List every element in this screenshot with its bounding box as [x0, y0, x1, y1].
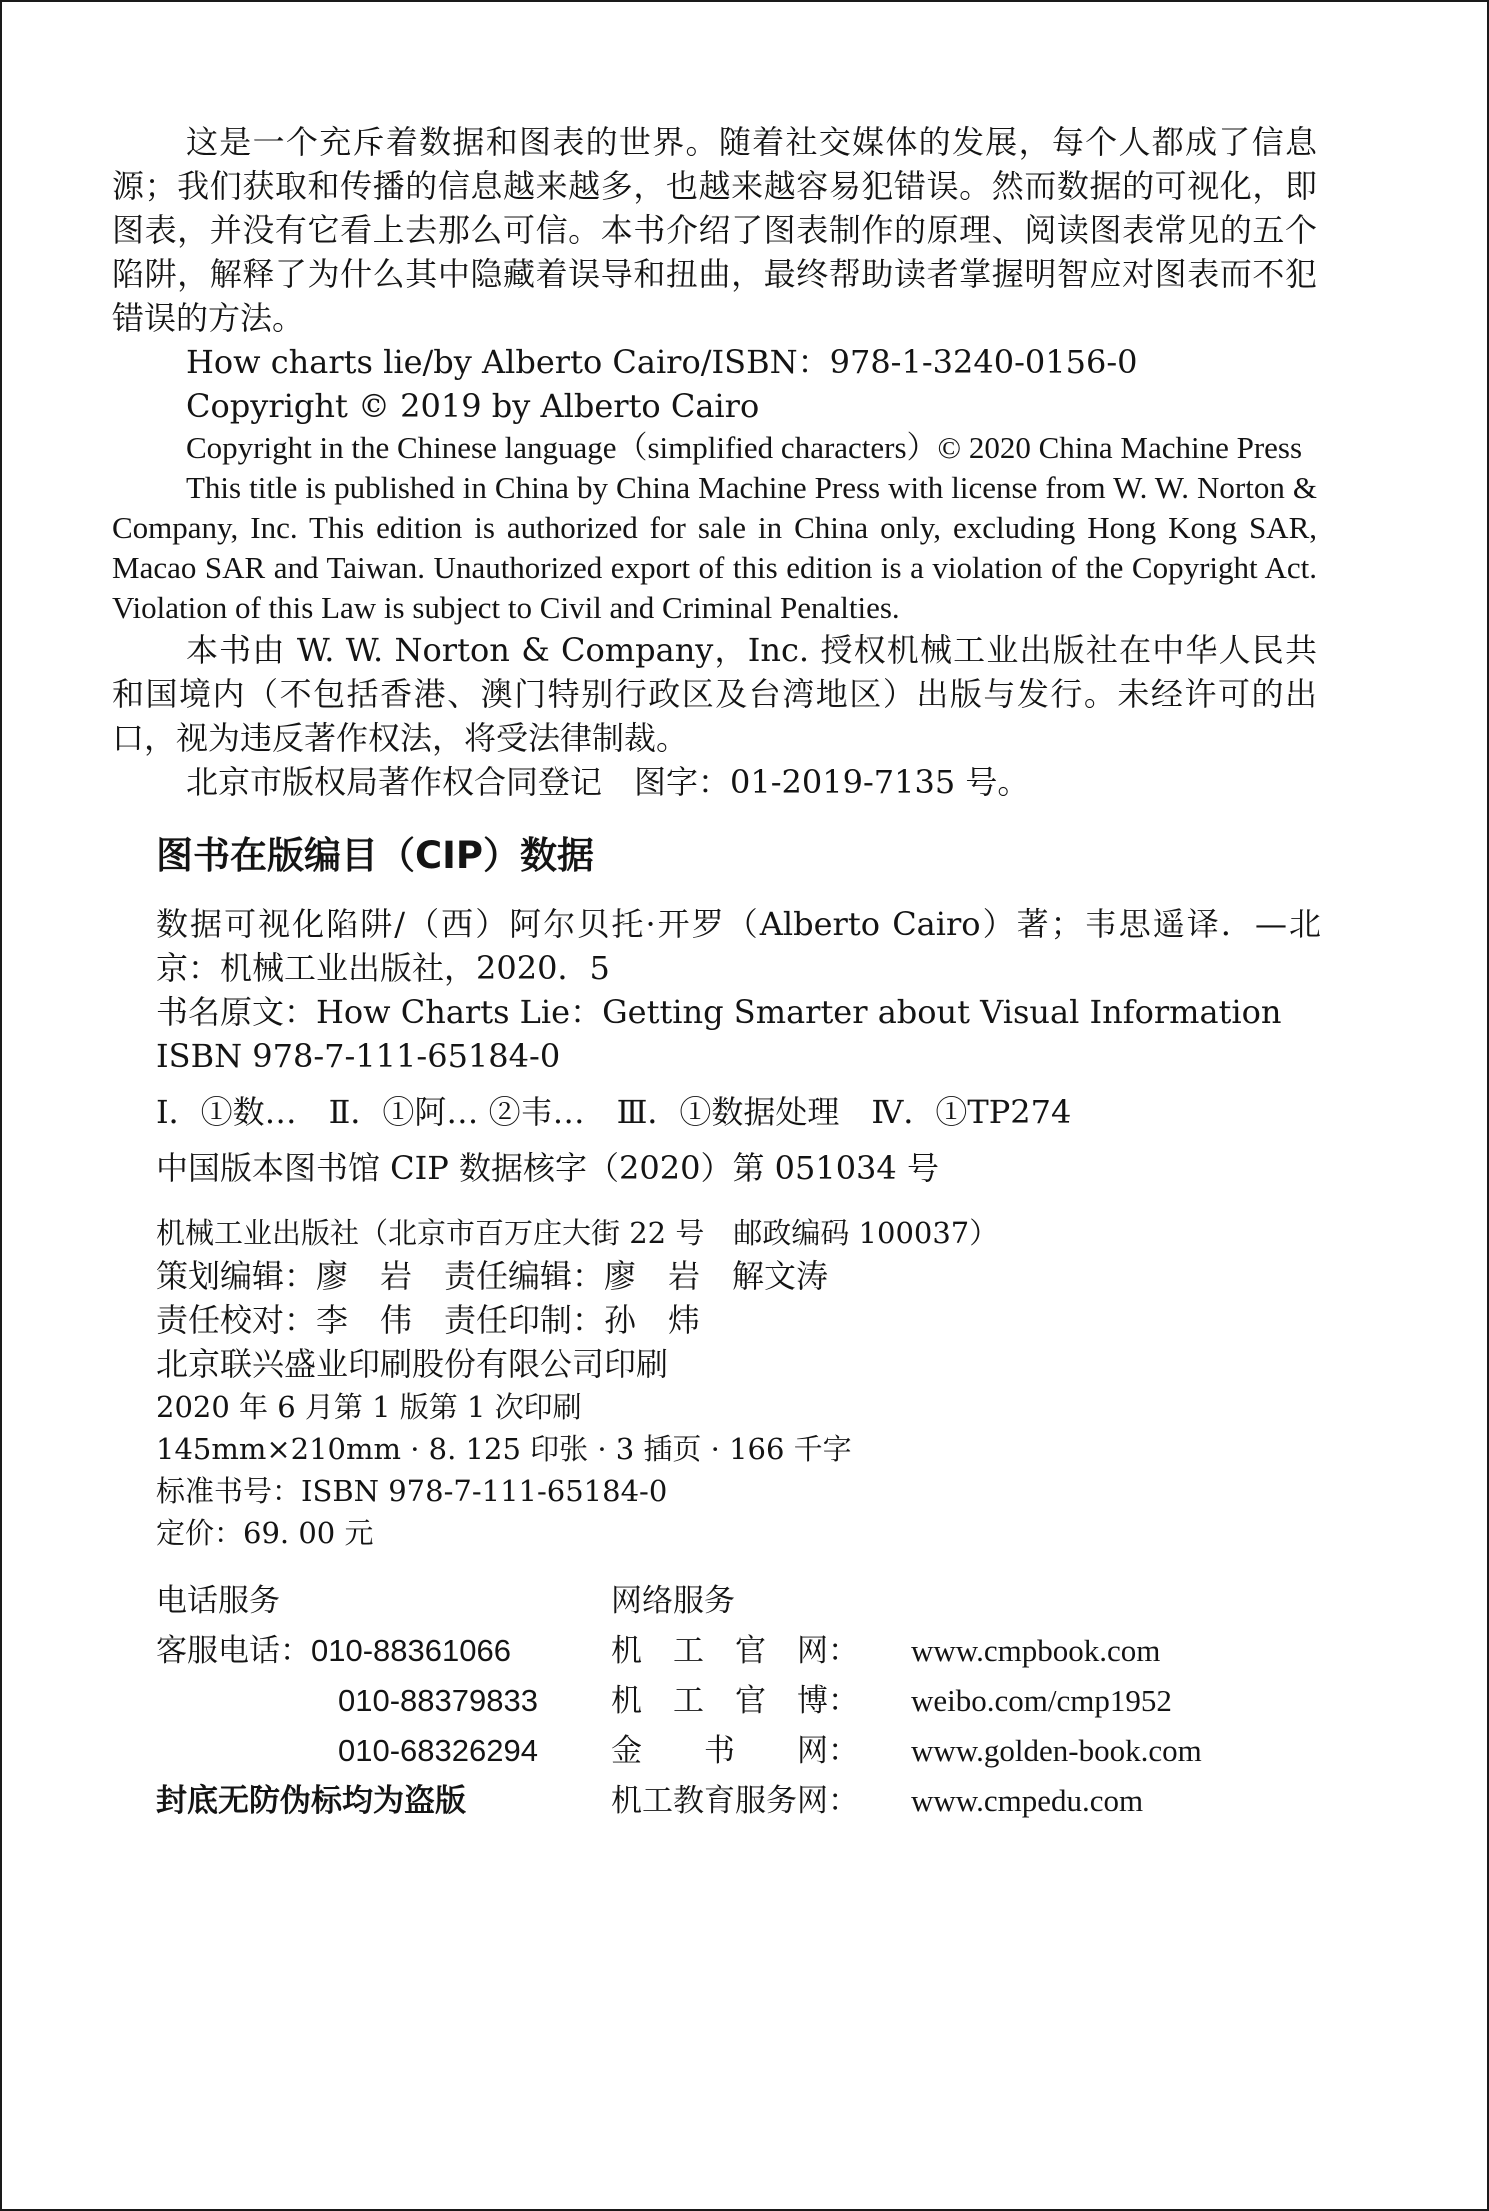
web-label: 机 工 官 网：: [611, 1633, 859, 1669]
copyright-line: Copyright © 2019 by Alberto Cairo: [186, 387, 760, 425]
phone-service-header: 电话服务: [156, 1583, 280, 1619]
cip-main-entry: 数据可视化陷阱/（西）阿尔贝托·开罗（Alberto Cairo）著；韦思遥译．—北京：机械工业出版社，2020．5: [156, 905, 1321, 987]
web-row-2: [611, 1678, 1251, 1724]
web-row-4: [611, 1778, 1251, 1824]
printer-line: 北京联兴盛业印刷股份有限公司印刷: [156, 1345, 669, 1383]
registration-line: 北京市版权局著作权合同登记 图字：01-2019-7135 号。: [186, 763, 1030, 801]
phone-row-3: [156, 1728, 611, 1774]
chinese-copyright-line: Copyright in the Chinese language（simplified characters）© 2020 China Machine Press: [186, 430, 1303, 465]
cip-verification: 中国版本图书馆 CIP 数据核字（2020）第 051034 号: [156, 1149, 939, 1187]
price-line: 定价：69. 00 元: [156, 1516, 374, 1550]
editor-line: 策划编辑：廖 岩 责任编辑：廖 岩 解文涛: [156, 1257, 829, 1295]
isbn-line: How charts lie/by Alberto Cairo/ISBN：978-1-3240-0156-0: [186, 343, 1138, 381]
page-content: [112, 120, 1321, 1824]
web-service-header: 网络服务: [611, 1583, 735, 1619]
intro-paragraph: 这是一个充斥着数据和图表的世界。随着社交媒体的发展，每个人都成了信息源；我们获取和传播的信息越来越多，也越来越容易犯错误。然而数据的可视化，即图表，并没有它看上去那么可信。本书介绍了图表制作的原理、阅读图表常见的五个陷阱，解释了为什么其中隐藏着误导和扭曲，最终帮助读者掌握明智应对图表而不犯错误的方法。: [112, 123, 1317, 337]
cip-title: 图书在版编目（CIP）数据: [156, 834, 595, 877]
web-row-3: [611, 1728, 1251, 1774]
web-url[interactable]: www.golden-book.com: [911, 1733, 1202, 1768]
publisher-address: 机械工业出版社（北京市百万庄大街 22 号 邮政编码 100037）: [156, 1216, 999, 1250]
anti-counterfeit-notice: 封底无防伪标均为盗版: [156, 1783, 466, 1819]
license-paragraph: This title is published in China by China Machine Press with license from W. W. Norton & Company, Inc. This edition is authorized for sale in China only, excluding Hong Kong SAR, Macao SAR and Taiwan. Unauthorized export of this edition is a violation of the Copyright Act. Violation of this Law is subject to Civil and Criminal Penalties.: [112, 470, 1317, 625]
web-label: 机 工 官 博：: [611, 1683, 859, 1719]
cip-isbn: ISBN 978-7-111-65184-0: [156, 1037, 561, 1075]
phone-number: 010-88379833: [338, 1683, 538, 1718]
phone-row-1: [156, 1628, 611, 1674]
edition-line: 2020 年 6 月第 1 版第 1 次印刷: [156, 1390, 582, 1424]
web-url[interactable]: www.cmpbook.com: [911, 1633, 1161, 1668]
service-section: [156, 1578, 1317, 1824]
phone-row-2: [156, 1678, 611, 1724]
web-label: 机工教育服务网：: [611, 1783, 859, 1819]
web-label: 金 书 网：: [611, 1733, 859, 1769]
proofreader-line: 责任校对：李 伟 责任印制：孙 炜: [156, 1301, 701, 1339]
phone-number: 010-88361066: [311, 1633, 511, 1668]
cip-block: [156, 902, 1321, 1554]
web-url[interactable]: weibo.com/cmp1952: [911, 1683, 1172, 1718]
phone-label: 客服电话：: [156, 1633, 311, 1669]
web-url[interactable]: www.cmpedu.com: [911, 1783, 1144, 1818]
cn-license-paragraph: 本书由 W. W. Norton & Company，Inc. 授权机械工业出版社在中华人民共和国境内（不包括香港、澳门特别行政区及台湾地区）出版与发行。未经许可的出口，视为违反著作权法，将受法律制裁。: [112, 631, 1317, 757]
format-line: 145mm×210mm · 8. 125 印张 · 3 插页 · 166 千字: [156, 1432, 852, 1466]
standard-number-line: 标准书号：ISBN 978-7-111-65184-0: [156, 1474, 668, 1508]
cip-classification: Ⅰ．①数… Ⅱ．①阿… ②韦… Ⅲ．①数据处理 Ⅳ．①TP274: [156, 1093, 1072, 1131]
web-row-1: [611, 1628, 1251, 1674]
phone-number: 010-68326294: [338, 1733, 538, 1768]
cip-original-title: 书名原文：How Charts Lie：Getting Smarter about Visual Information: [156, 993, 1282, 1031]
